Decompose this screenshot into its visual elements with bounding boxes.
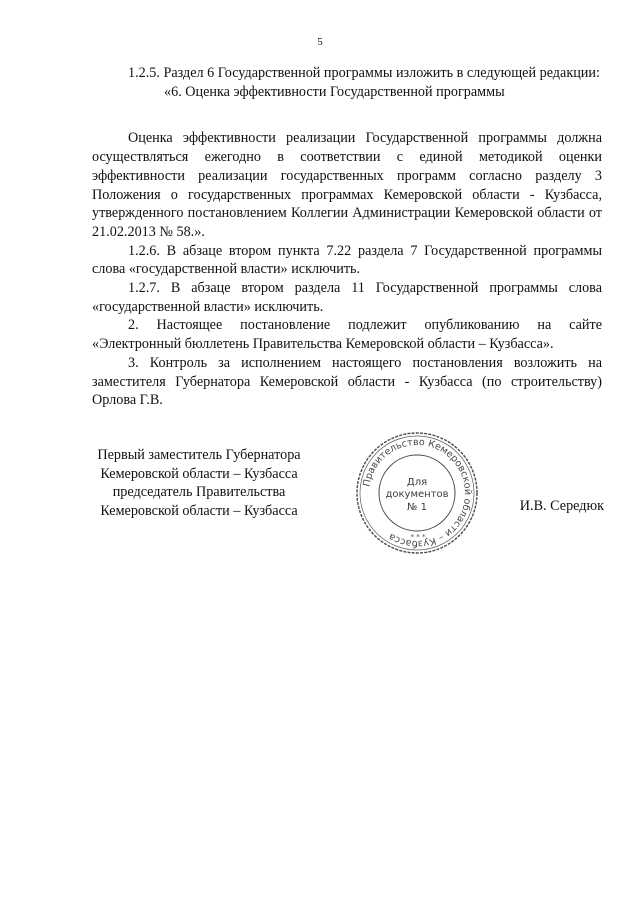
stamp-center-line-2: документов bbox=[385, 489, 449, 500]
signatory-title bbox=[88, 446, 310, 520]
stamp-center-line-1: Для bbox=[406, 477, 428, 488]
stamp-center-line-3: № 1 bbox=[407, 502, 427, 513]
official-stamp bbox=[352, 428, 482, 558]
signatory-title-line-2: Кемеровской области – Кузбасса bbox=[100, 465, 298, 482]
signatory-title-line-1: Первый заместитель Губернатора bbox=[97, 447, 301, 463]
paragraph-gap bbox=[92, 101, 602, 129]
paragraph-1-2-6: 1.2.6. В абзаце втором пункта 7.22 раздела 7 Государственной программы слова «государственной власти» исключить. bbox=[92, 242, 602, 278]
document-body bbox=[92, 64, 602, 410]
paragraph-1-2-7: 1.2.7. В абзаце втором раздела 11 Государственной программы слова «государственной власти» исключить. bbox=[92, 280, 602, 315]
signatory-title-line-4: Кемеровской области – Кузбасса bbox=[100, 502, 298, 519]
stamp-stars: * * * bbox=[410, 533, 426, 541]
paragraph-2-publication: 2. Настоящее постановление подлежит опубликованию на сайте «Электронный бюллетень Правительства Кемеровской области – Кузбасса». bbox=[92, 317, 602, 353]
signatory-name: И.В. Середюк bbox=[519, 498, 604, 514]
page-number: 5 bbox=[317, 36, 323, 48]
section-heading: «6. Оценка эффективности Государственной программы bbox=[164, 83, 505, 100]
signatory-title-line-3: председатель Правительства bbox=[112, 484, 286, 500]
stamp-ring-text: Правительство Кемеровской области – Кузбасса bbox=[361, 436, 474, 550]
paragraph-1-2-5: 1.2.5. Раздел 6 Государственной программы изложить в следующей редакции: bbox=[128, 65, 600, 81]
paragraph-evaluation: Оценка эффективности реализации Государственной программы должна осуществляться ежегодно в соответствии с единой методикой оценки эффективности реализации государственных программ согласно разделу 3 Положения о государственных программах Кемеровской области - Кузбасса, утвержденного постановлением Коллегии Администрации Кемеровской области от 21.02.2013 № 58.». bbox=[92, 130, 602, 240]
paragraph-3-control: 3. Контроль за исполнением настоящего постановления возложить на заместителя Губернатора Кемеровской области - Кузбасса (по строительству) Орлова Г.В. bbox=[92, 354, 602, 409]
